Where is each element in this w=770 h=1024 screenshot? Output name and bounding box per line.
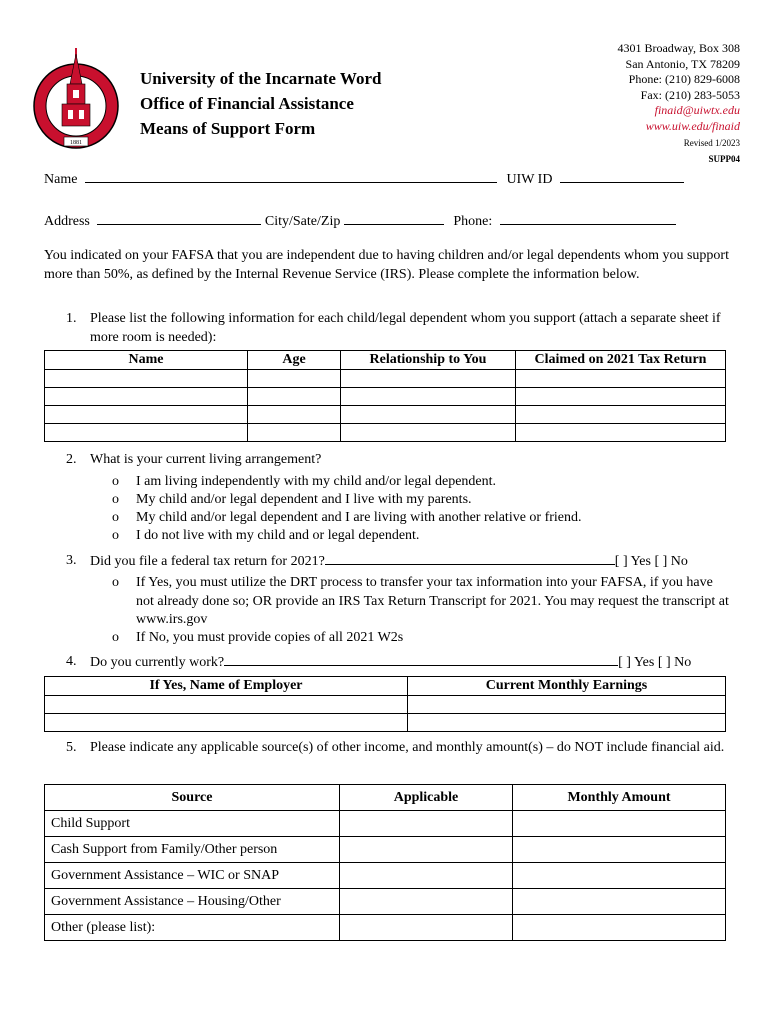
q4-number: 4. [66, 654, 77, 669]
col-employer: If Yes, Name of Employer [45, 677, 408, 696]
table-row [45, 696, 726, 714]
q4-field[interactable] [224, 653, 618, 666]
q2-option-1[interactable]: o I am living independently with my child and/or legal dependent. [112, 474, 497, 489]
col-applicable: Applicable [340, 785, 513, 811]
source-cell: Other (please list): [45, 915, 340, 941]
q3-text: Did you file a federal tax return for 2021? [90, 554, 325, 569]
col-claimed: Claimed on 2021 Tax Return [516, 351, 726, 370]
table-row [45, 714, 726, 732]
table-row [45, 424, 726, 442]
table-row [45, 915, 726, 941]
phone-label: Phone: [453, 214, 493, 229]
table-row [45, 863, 726, 889]
col-source: Source [45, 785, 340, 811]
question-4 [66, 653, 736, 673]
name-row [44, 170, 684, 188]
office-name: Office of Financial Assistance [140, 94, 354, 113]
name-field[interactable] [85, 170, 497, 183]
email-link[interactable]: finaid@uiwtx.edu [654, 103, 740, 117]
name-label: Name [44, 172, 78, 187]
q2-option-2[interactable]: o My child and/or legal dependent and I live with my parents. [112, 492, 472, 507]
form-title: Means of Support Form [140, 119, 316, 138]
q5-text: Please indicate any applicable source(s) of other income, and monthly amount(s) – do NOT include financial aid. [90, 740, 725, 755]
col-relationship: Relationship to You [341, 351, 516, 370]
q1-number: 1. [66, 311, 77, 326]
source-cell: Government Assistance – Housing/Other [45, 889, 340, 915]
address-label: Address [44, 214, 90, 229]
col-earnings: Current Monthly Earnings [408, 677, 726, 696]
q1-text: Please list the following information for each child/legal dependent whom you support (attach a separate sheet if more room is needed): [90, 311, 721, 345]
uiw-id-field[interactable] [560, 170, 684, 183]
address-field[interactable] [97, 212, 261, 225]
source-cell: Cash Support from Family/Other person [45, 837, 340, 863]
col-name: Name [45, 351, 248, 370]
form-code: SUPP04 [708, 154, 740, 164]
q5-number: 5. [66, 740, 77, 755]
other-income-table [44, 784, 726, 941]
source-cell: Government Assistance – WIC or SNAP [45, 863, 340, 889]
question-1 [66, 310, 736, 347]
svg-text:1881: 1881 [70, 140, 82, 146]
q3-number: 3. [66, 553, 77, 568]
city-field[interactable] [344, 212, 444, 225]
q2-text: What is your current living arrangement? [90, 452, 322, 467]
employer-table [44, 676, 726, 732]
q3-option-no: o If No, you must provide copies of all 2021 W2s [112, 630, 404, 645]
address-line-2: San Antonio, TX 78209 [625, 56, 740, 71]
city-label: City/Sate/Zip [264, 214, 341, 229]
phone-line: Phone: (210) 829-6008 [628, 72, 740, 86]
table-row [45, 811, 726, 837]
phone-field[interactable] [500, 212, 676, 225]
q3-yes-no[interactable]: [ ] Yes [ ] No [614, 554, 688, 569]
table-row [45, 837, 726, 863]
q2-number: 2. [66, 452, 77, 467]
address-line-1: 4301 Broadway, Box 308 [617, 41, 740, 55]
web-link[interactable]: www.uiw.edu/finaid [645, 118, 740, 133]
address-row [44, 212, 676, 230]
q3-option-yes: o If Yes, you must utilize the DRT process to transfer your tax information into your FAFSA, if you have not already done so; OR provide an IRS Tax Return Transcript for 2021. You may request the transcript at www.irs.gov [112, 575, 729, 627]
q3-field[interactable] [325, 552, 615, 565]
table-row [45, 889, 726, 915]
uiw-id-label: UIW ID [506, 172, 553, 187]
uiw-seal-logo [30, 44, 122, 156]
table-row [45, 388, 726, 406]
table-row [45, 406, 726, 424]
intro-paragraph: You indicated on your FAFSA that you are independent due to having children and/or legal dependents whom you support more than 50%, as defined by the Internal Revenue Service (IRS). Please complete the information below. [44, 248, 729, 282]
question-2 [66, 451, 736, 470]
question-5 [66, 739, 736, 758]
university-name: University of the Incarnate Word [140, 69, 382, 88]
table-row [45, 370, 726, 388]
q4-text: Do you currently work? [90, 655, 225, 670]
q2-option-4[interactable]: o I do not live with my child and or legal dependent. [112, 528, 420, 543]
fax-line: Fax: (210) 283-5053 [640, 87, 740, 102]
source-cell: Child Support [45, 811, 340, 837]
question-3 [66, 552, 736, 572]
col-age: Age [248, 351, 341, 370]
contact-block [617, 41, 740, 166]
revised-date: Revised 1/2023 [683, 138, 740, 148]
col-monthly-amount: Monthly Amount [513, 785, 726, 811]
dependents-table [44, 350, 726, 442]
q4-yes-no[interactable]: [ ] Yes [ ] No [618, 655, 692, 670]
q2-option-3[interactable]: o My child and/or legal dependent and I are living with another relative or friend. [112, 510, 582, 525]
